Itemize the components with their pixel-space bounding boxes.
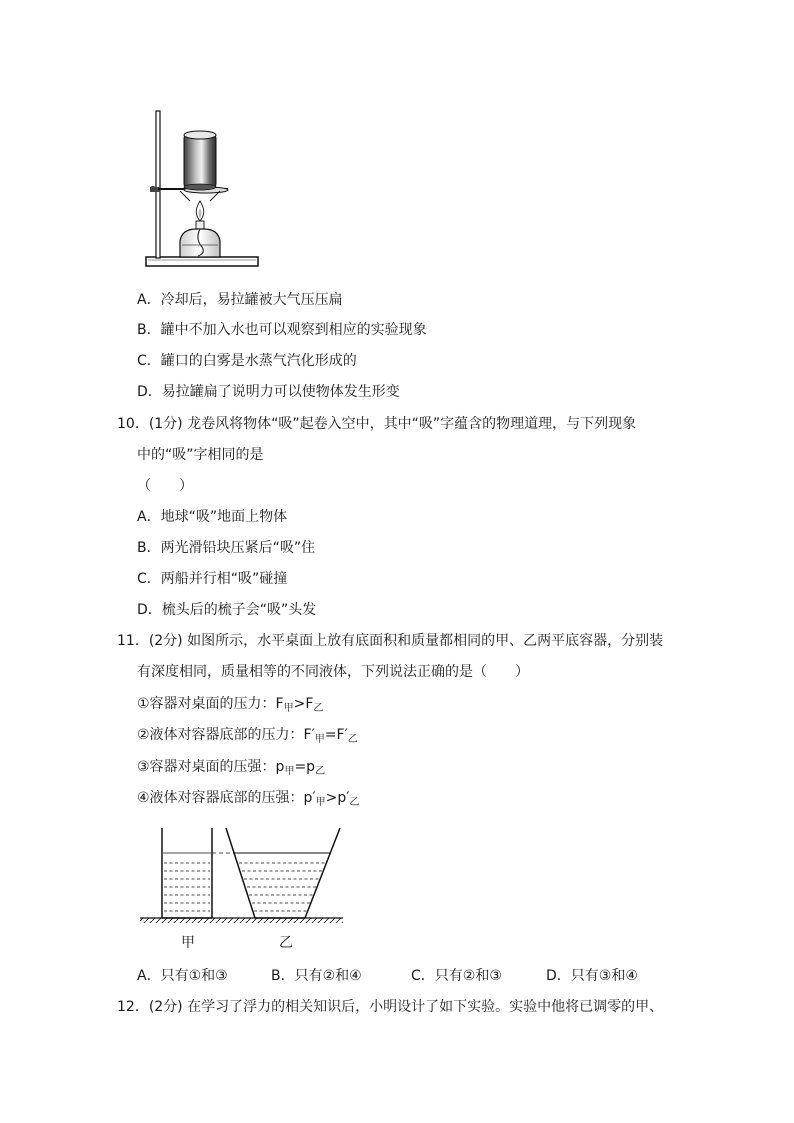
q9-option-a: A．冷却后，易拉罐被大气压压扁 — [137, 292, 343, 308]
q11-stem-line2: 有深度相同，质量相等的不同液体，下列说法正确的是（ ） — [137, 664, 529, 680]
q12-stem-line1: 12．(2分) 在学习了浮力的相关知识后，小明设计了如下实验。实验中他将已调零的甲、 — [117, 999, 664, 1015]
statement-relation: >F — [293, 696, 314, 712]
q11-statement-1 — [137, 694, 323, 719]
subscript-jia: 甲 — [283, 703, 294, 714]
container-yi — [226, 828, 340, 918]
q9-option-c: C．罐口的白雾是水蒸气汽化形成的 — [137, 353, 357, 369]
q11-option-b: B．只有②和④ — [271, 968, 362, 984]
subscript-jia: 甲 — [284, 766, 295, 777]
statement-relation: =F′ — [324, 727, 348, 743]
statement-text: ④液体对容器底部的压强：p′ — [137, 790, 316, 806]
q9-option-d: D．易拉罐扁了说明力可以使物体发生形变 — [137, 384, 400, 400]
label-jia: 甲 — [181, 935, 195, 951]
q11-statement-3 — [137, 757, 325, 782]
q10-option-c: C．两船并行相“吸”碰撞 — [137, 571, 288, 587]
can-heating-apparatus-figure — [140, 105, 270, 270]
statement-text: ③容器对桌面的压强：p — [137, 759, 285, 775]
statement-text: ②液体对容器底部的压力：F′ — [137, 727, 315, 743]
q11-option-c: C．只有②和③ — [411, 968, 502, 984]
q11-stem-line1: 11．(2分) 如图所示，水平桌面上放有底面积和质量都相同的甲、乙两平底容器，分别装 — [117, 633, 664, 649]
subscript-yi: 乙 — [315, 766, 326, 777]
q10-option-a: A．地球“吸”地面上物体 — [137, 509, 288, 525]
statement-relation: >p′ — [325, 790, 350, 806]
q10-option-d: D．梳头后的梳子会“吸”头发 — [137, 602, 317, 618]
two-containers-figure — [140, 825, 345, 925]
subscript-jia: 甲 — [315, 797, 326, 808]
q10-answer-blank: （ ） — [137, 478, 193, 494]
subscript-jia: 甲 — [314, 734, 325, 745]
q11-statement-2 — [137, 725, 358, 750]
subscript-yi: 乙 — [349, 797, 360, 808]
q11-statement-4 — [137, 788, 359, 813]
container-jia — [162, 828, 212, 918]
statement-text: ①容器对桌面的压力：F — [137, 696, 284, 712]
statement-relation: =p — [294, 759, 316, 775]
subscript-yi: 乙 — [347, 734, 358, 745]
q10-stem-line1: 10．(1分) 龙卷风将物体“吸”起卷入空中，其中“吸”字蕴含的物理道理，与下列现象 — [117, 416, 637, 432]
q11-option-d: D．只有③和④ — [546, 968, 638, 984]
q11-option-a: A．只有①和③ — [137, 968, 228, 984]
q10-option-b: B．两光滑铅块压紧后“吸”住 — [137, 540, 316, 556]
label-yi: 乙 — [279, 935, 293, 951]
q10-stem-line2: 中的“吸”字相同的是 — [137, 447, 264, 463]
q9-option-b: B．罐中不加入水也可以观察到相应的实验现象 — [137, 322, 427, 338]
subscript-yi: 乙 — [313, 703, 324, 714]
